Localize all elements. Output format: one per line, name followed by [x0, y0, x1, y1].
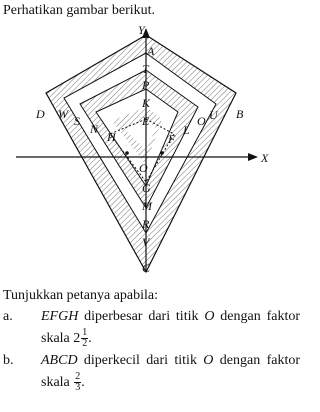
label-P: P	[142, 78, 150, 92]
x-axis-label: X	[261, 151, 269, 165]
item-a-end: .	[88, 331, 92, 346]
item-b-frac-den: 3	[75, 382, 81, 394]
item-b-frac-num: 2	[75, 371, 81, 383]
label-E: E	[142, 114, 150, 128]
x-axis-arrow	[248, 153, 258, 161]
item-a-shape: EFGH	[41, 309, 79, 324]
item-b-shape: ABCD	[41, 353, 78, 368]
item-a-center: O	[204, 309, 215, 324]
intro-text: Perhatikan gambar berikut.	[3, 3, 156, 18]
item-a-label: a.	[3, 309, 13, 324]
label-T: T	[142, 62, 149, 76]
y-axis-label: Y	[138, 23, 145, 37]
item-a-text2: dengan faktor skala 2	[41, 309, 300, 346]
label-H: H	[107, 130, 116, 144]
label-W: W	[58, 107, 68, 121]
kite-figure	[0, 22, 305, 282]
item-b-center: O	[203, 353, 214, 368]
point-dot	[160, 151, 164, 155]
label-O: O	[139, 161, 148, 175]
item-b-label: b.	[3, 353, 14, 368]
item-a-text1: diperbesar dari titik	[78, 309, 205, 324]
label-C: C	[142, 261, 151, 275]
item-a-frac-den: 2	[82, 338, 88, 350]
label-D: D	[36, 107, 45, 121]
item-a-frac-num: 1	[82, 327, 88, 339]
label-M: M	[142, 199, 152, 213]
question-text: Tunjukkan petanya apabila:	[3, 288, 159, 303]
label-K: K	[142, 96, 151, 110]
label-R: R	[142, 217, 150, 231]
item-b-end: .	[81, 375, 85, 390]
item-b-text2: dengan faktor skala	[41, 353, 300, 390]
label-G: G	[142, 181, 151, 195]
point-dot	[125, 151, 129, 155]
label-O2: O	[197, 114, 206, 128]
label-S: S	[74, 114, 80, 128]
label-L: L	[183, 123, 190, 137]
item-a-body	[41, 306, 300, 350]
label-U: U	[209, 108, 218, 122]
label-V: V	[142, 235, 150, 249]
label-F: F	[168, 132, 176, 146]
item-b-body	[41, 350, 300, 394]
label-N: N	[90, 122, 99, 136]
label-A: A	[147, 44, 155, 58]
item-b-text1: diperkecil dari titik	[77, 353, 204, 368]
label-B: B	[236, 107, 244, 121]
